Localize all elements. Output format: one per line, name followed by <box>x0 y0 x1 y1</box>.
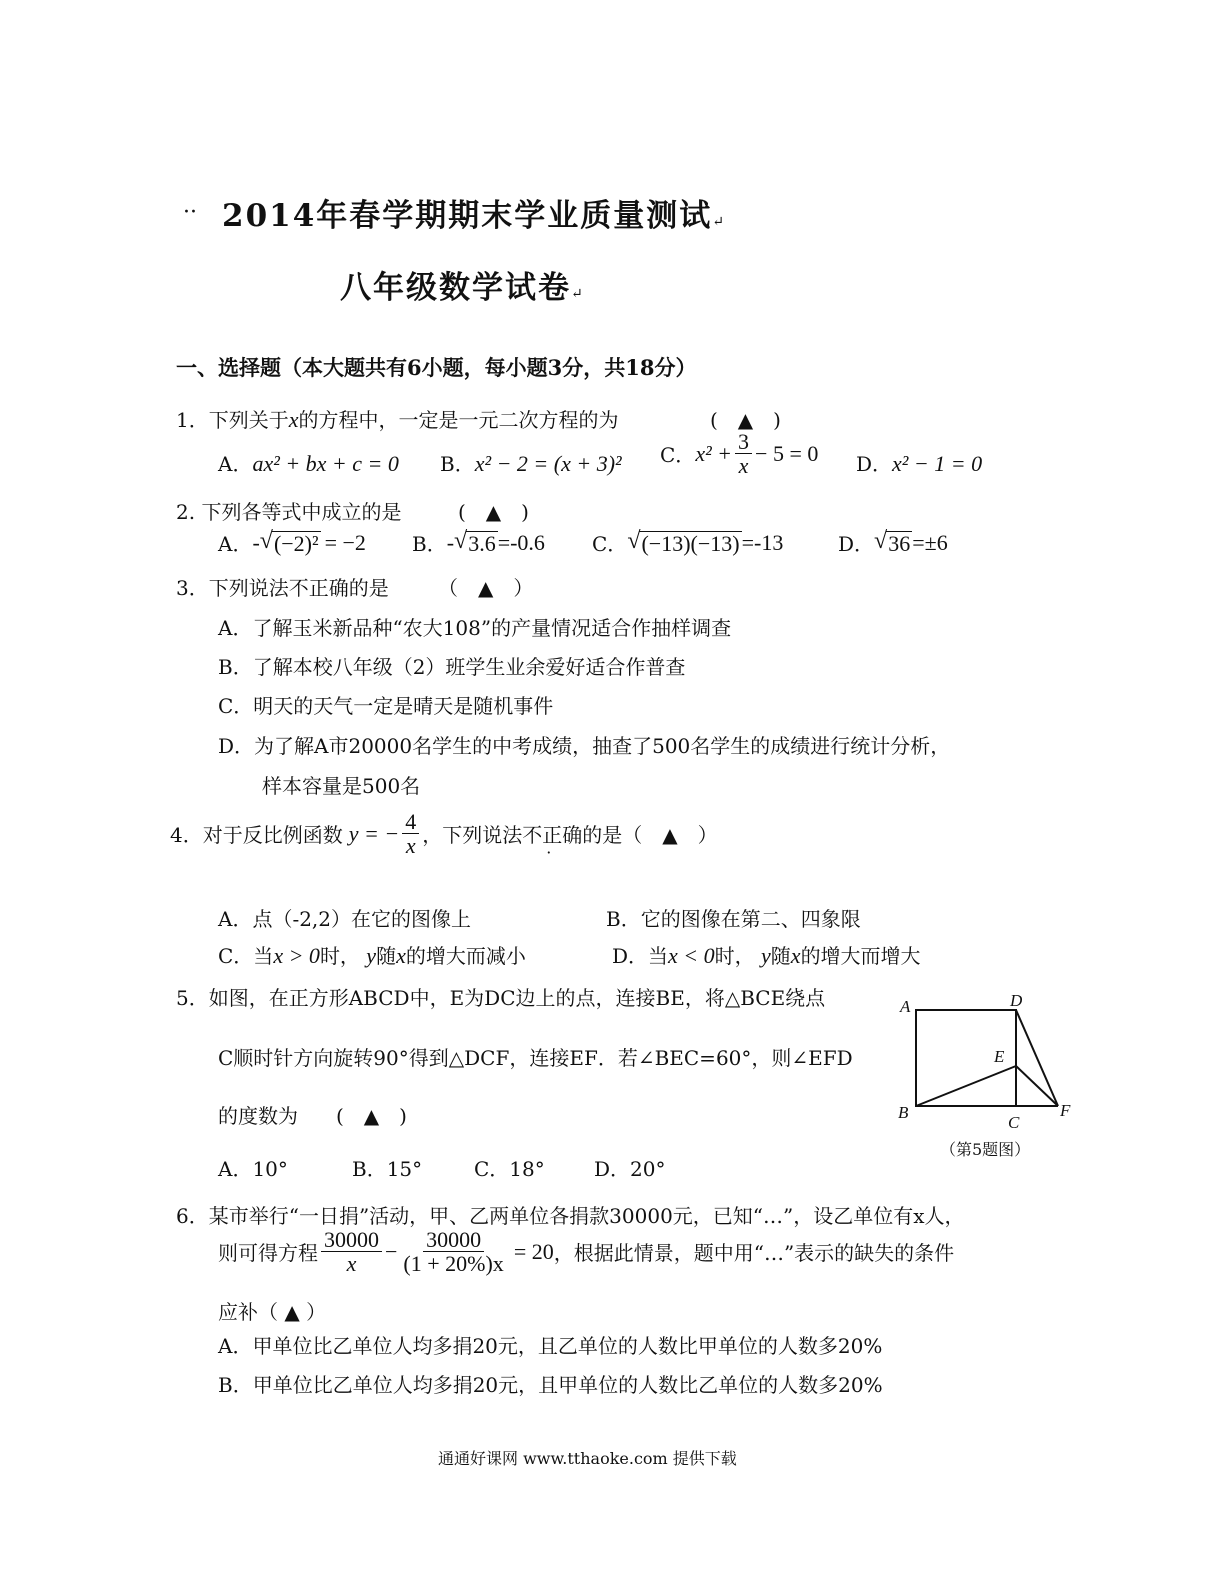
radicand: (−2)² <box>273 530 319 556</box>
radical-icon: √ <box>627 527 641 554</box>
segment-df <box>1016 1010 1058 1106</box>
question-2-option-b <box>412 528 545 557</box>
question-5-option-c: C．18° <box>474 1157 545 1181</box>
option-math: x² − 2 = (x + 3)² <box>474 451 622 476</box>
option-math: x² − 1 = 0 <box>892 451 983 476</box>
stem-text: 的方程中，一定是一元二次方程的为 <box>298 408 619 432</box>
question-1-option-c <box>660 430 818 477</box>
sqrt-symbol <box>454 529 498 556</box>
option-label: D． <box>838 532 875 556</box>
option-math: − 5 = 0 <box>755 440 819 466</box>
question-2-option-c <box>592 528 783 557</box>
var-y: y <box>761 943 771 968</box>
point-label-f: F <box>1060 1101 1071 1120</box>
question-4-option-a: A．点（-2,2）在它的图像上 <box>218 907 472 931</box>
question-6-line2 <box>218 1228 954 1275</box>
option-text: D．当 <box>612 944 669 968</box>
option-label: C． <box>660 443 696 468</box>
radicand: (−13)(−13) <box>641 530 740 556</box>
exam-title <box>222 190 726 235</box>
sqrt-symbol <box>874 529 912 556</box>
fraction <box>400 1228 506 1275</box>
question-4-option-b: B．它的图像在第二、四象限 <box>606 907 861 931</box>
question-6-line3: 应补（ ▲ ） <box>218 1300 327 1324</box>
question-5-blank: ( ▲ ) <box>336 1104 407 1128</box>
radical-icon: √ <box>874 527 888 554</box>
question-2-option-a <box>218 528 366 557</box>
option-label: A． <box>218 532 253 556</box>
question-1-stem <box>176 404 619 433</box>
question-3-stem <box>176 572 389 601</box>
stem-text: ，根据此情景，题中用“…”表示的缺失的条件 <box>553 1241 955 1266</box>
option-text: 的增大而减小 <box>405 944 526 968</box>
option-label: A． <box>218 452 253 476</box>
option-math: - <box>446 529 455 555</box>
option-text: C．当 <box>218 944 274 968</box>
fraction <box>735 430 752 477</box>
fraction-denominator: (1 + 20%)x <box>403 1251 504 1277</box>
question-1-option-d <box>856 448 982 477</box>
footer-text: 通通好课网 www.tthaoke.com 提供下载 <box>438 1449 737 1468</box>
question-6-option-a: A．甲单位比乙单位人均多捐20元，且乙单位的人数比甲单位的人数多20% <box>218 1334 883 1358</box>
return-mark: ↵ <box>571 286 585 302</box>
section-heading: 一、选择题（本大题共有6小题，每小题3分，共18分） <box>176 355 697 380</box>
figure-caption: （第5题图） <box>940 1140 1031 1159</box>
option-label: B． <box>440 452 475 476</box>
question-number: 6． <box>176 1204 209 1228</box>
function-lhs: y = − <box>348 820 400 846</box>
exam-subtitle-text: 八年级数学试卷 <box>340 270 571 306</box>
exam-title-text: 2014年春学期期末学业质量测试 <box>222 198 713 234</box>
sqrt-symbol <box>627 529 741 556</box>
question-5-line1 <box>176 982 825 1011</box>
stem-text: 下列说法不正确的是 <box>208 576 389 600</box>
question-3-option-d-line1: D．为了解A市20000名学生的中考成绩，抽查了500名学生的成绩进行统计分析， <box>218 734 951 758</box>
fraction-denominator: x <box>346 1251 357 1277</box>
exam-subtitle <box>340 262 585 307</box>
var-x: x <box>288 407 299 432</box>
condition: x < 0 <box>668 943 715 968</box>
return-mark: ↵ <box>712 214 727 230</box>
point-label-a: A <box>900 997 911 1016</box>
fraction-numerator: 4 <box>402 810 419 834</box>
question-5-option-d: D．20° <box>594 1157 666 1181</box>
option-math: =-13 <box>741 529 784 555</box>
header-marks: ·· <box>183 200 197 225</box>
var-y: y <box>366 943 377 968</box>
question-4-option-c <box>218 940 526 969</box>
fraction <box>321 1228 382 1275</box>
stem-text: 下列关于 <box>208 408 289 432</box>
option-label: C． <box>592 532 628 556</box>
question-3-option-a: A．了解玉米新品种“农大108”的产量情况适合作抽样调查 <box>218 616 732 640</box>
question-5-figure <box>890 988 1090 1133</box>
condition: x > 0 <box>273 943 320 968</box>
question-number: 4． <box>170 823 203 848</box>
emphasis-text: 不正确 · <box>522 819 582 848</box>
option-math: = −2 <box>324 529 366 555</box>
fraction <box>402 810 419 857</box>
option-text: 随 <box>376 944 397 968</box>
option-label: B． <box>412 532 447 556</box>
var-x: x <box>790 943 801 968</box>
equals-value: = 20 <box>513 1238 554 1264</box>
question-1-option-a <box>218 448 399 477</box>
question-number: 3． <box>176 576 209 600</box>
minus-sign: − <box>385 1238 398 1264</box>
question-6-option-b: B．甲单位比乙单位人均多捐20元，且甲单位的人数比乙单位的人数多20% <box>218 1373 883 1397</box>
fraction-denominator: x <box>738 453 749 479</box>
option-label: D． <box>856 452 893 476</box>
question-5-line3 <box>218 1100 298 1129</box>
option-math: x² + <box>695 440 733 466</box>
question-4-stem <box>170 810 718 857</box>
fraction-numerator: 30000 <box>321 1228 382 1252</box>
option-text: 的增大而增大 <box>800 944 921 968</box>
point-label-c: C <box>1008 1113 1020 1132</box>
stem-text: 下列各等式中成立的是 <box>201 500 402 524</box>
stem-text: ，下列说法 <box>422 823 523 848</box>
point-label-b: B <box>898 1103 909 1122</box>
question-2-blank: ( ▲ ) <box>458 500 529 524</box>
question-5-option-a: A．10° <box>218 1157 288 1181</box>
segment-ef <box>1016 1066 1058 1106</box>
segment-be <box>916 1066 1016 1106</box>
stem-text: 如图，在正方形ABCD中，E为DC边上的点，连接BE，将△BCE绕点 <box>208 986 826 1010</box>
question-3-option-b: B．了解本校八年级（2）班学生业余爱好适合作普查 <box>218 655 686 679</box>
fraction-numerator: 3 <box>735 430 752 454</box>
question-5-option-b: B．15° <box>352 1157 423 1181</box>
question-number: 1． <box>176 408 209 432</box>
question-3-blank: （ ▲ ） <box>438 576 534 600</box>
question-2-option-d <box>838 528 948 557</box>
sqrt-symbol <box>260 529 321 556</box>
option-math: ax² + bx + c = 0 <box>252 451 399 476</box>
point-label-e: E <box>994 1047 1005 1066</box>
point-label-d: D <box>1010 991 1023 1010</box>
option-text: 时， <box>319 944 360 968</box>
question-4-option-d <box>612 940 921 969</box>
radical-icon: √ <box>454 527 468 554</box>
option-text: 时， <box>714 944 755 968</box>
stem-text: 某市举行“一日捐”活动，甲、乙两单位各捐款30000元，已知“…”，设乙单位有x人， <box>208 1204 965 1228</box>
question-number: 2. <box>176 500 196 524</box>
question-6-line1 <box>176 1200 965 1229</box>
question-3-option-d-line2: 样本容量是500名 <box>262 774 421 798</box>
option-math: =-0.6 <box>497 529 545 555</box>
stem-text: 的度数为 <box>218 1104 298 1128</box>
stem-text: 的是（ ▲ ） <box>582 823 718 848</box>
radical-icon: √ <box>259 527 273 554</box>
question-5-line2: C顺时针方向旋转90°得到△DCF，连接EF．若∠BEC=60°，则∠EFD <box>218 1046 853 1070</box>
question-1-blank: ( ▲ ) <box>710 408 781 432</box>
radicand: 36 <box>888 530 911 556</box>
stem-text: 则可得方程 <box>218 1241 318 1266</box>
radicand: 3.6 <box>468 530 496 556</box>
question-3-option-c: C．明天的天气一定是晴天是随机事件 <box>218 694 554 718</box>
question-number: 5． <box>176 986 209 1010</box>
question-2-stem <box>176 496 401 525</box>
question-1-option-b <box>440 448 622 477</box>
option-math: - <box>252 529 260 555</box>
stem-text: 对于反比例函数 <box>202 823 343 848</box>
option-text: 随 <box>770 944 791 968</box>
fraction-denominator: x <box>405 833 416 859</box>
option-math: =±6 <box>912 529 948 555</box>
var-x: x <box>396 943 406 968</box>
fraction-numerator: 30000 <box>423 1228 484 1252</box>
